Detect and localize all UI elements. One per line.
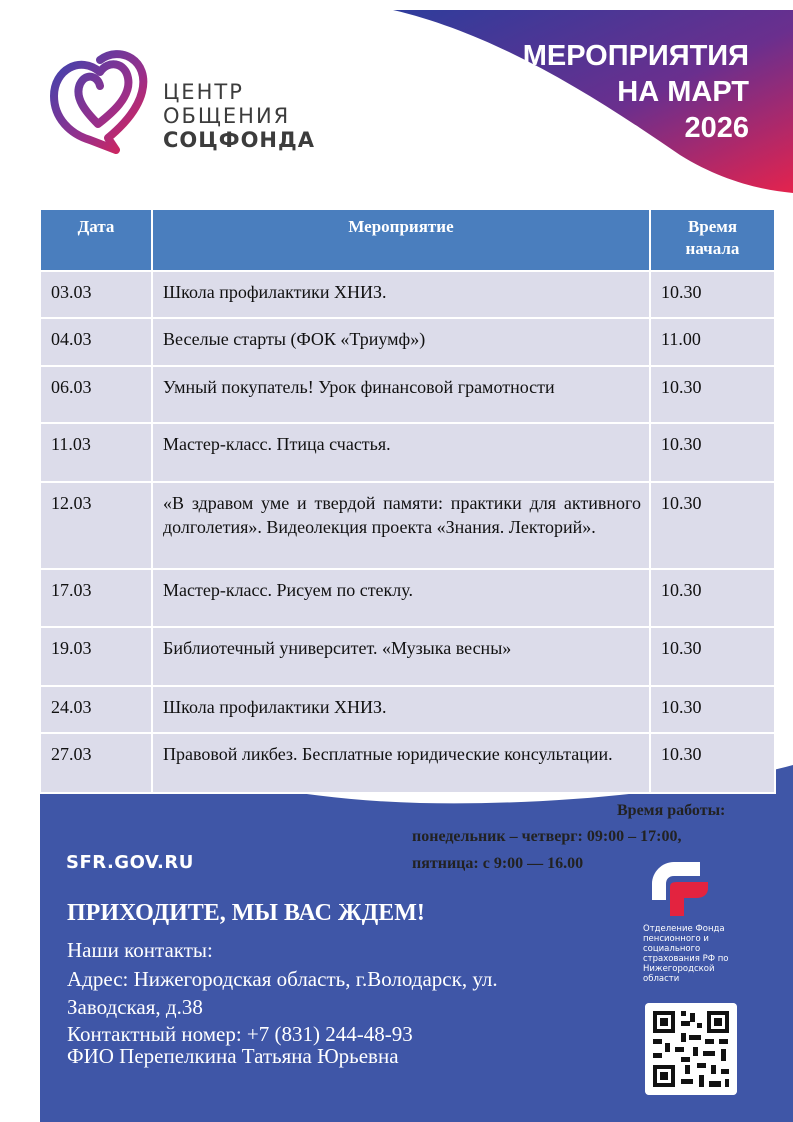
contact-person: ФИО Перепелкина Татьяна Юрьевна bbox=[67, 1044, 399, 1068]
row-time: 10.30 bbox=[650, 686, 775, 733]
row-date: 03.03 bbox=[40, 271, 152, 318]
row-date: 24.03 bbox=[40, 686, 152, 733]
heart-chat-logo-icon bbox=[50, 50, 150, 155]
table-row bbox=[40, 482, 775, 569]
header-time: Время начала bbox=[650, 209, 775, 271]
address-line-1: Адрес: Нижегородская область, г.Володарск, ул. bbox=[67, 967, 498, 991]
row-time: 10.30 bbox=[650, 271, 775, 318]
table-row bbox=[40, 271, 775, 318]
address-line-2: Заводская, д.38 bbox=[67, 995, 203, 1019]
row-event: Умный покупатель! Урок финансовой грамотности bbox=[152, 366, 650, 423]
welcome-heading: ПРИХОДИТЕ, МЫ ВАС ЖДЕМ! bbox=[67, 900, 425, 926]
row-event: Школа профилактики ХНИЗ. bbox=[152, 686, 650, 733]
row-date: 04.03 bbox=[40, 318, 152, 366]
page-title: МЕРОПРИЯТИЯ НА МАРТ 2026 bbox=[522, 40, 749, 144]
row-time: 10.30 bbox=[650, 423, 775, 482]
header-event: Мероприятие bbox=[152, 209, 650, 271]
header-date: Дата bbox=[40, 209, 152, 271]
table-row bbox=[40, 627, 775, 686]
sfr-logo-icon bbox=[644, 854, 714, 920]
schedule-table bbox=[39, 208, 776, 794]
row-date: 06.03 bbox=[40, 366, 152, 423]
row-time: 10.30 bbox=[650, 627, 775, 686]
row-event: Мастер-класс. Рисуем по стеклу. bbox=[152, 569, 650, 627]
hours-friday: пятница: с 9:00 — 16.00 bbox=[412, 855, 584, 872]
qr-code-icon[interactable] bbox=[645, 1003, 737, 1095]
phone-number: Контактный номер: +7 (831) 244-48-93 bbox=[67, 1022, 413, 1046]
website-link[interactable]: SFR.GOV.RU bbox=[66, 852, 194, 873]
table-row bbox=[40, 733, 775, 793]
sfr-caption: Отделение Фонда пенсионного и социального страхования РФ по Нижегородской области bbox=[643, 924, 729, 984]
table-header-row bbox=[40, 209, 775, 271]
row-date: 19.03 bbox=[40, 627, 152, 686]
row-event: Правовой ликбез. Бесплатные юридические консультации. bbox=[152, 733, 650, 793]
table-row bbox=[40, 318, 775, 366]
row-date: 27.03 bbox=[40, 733, 152, 793]
row-event: Библиотечный университет. «Музыка весны» bbox=[152, 627, 650, 686]
hours-title: Время работы: bbox=[617, 802, 726, 819]
row-event: Веселые старты (ФОК «Триумф») bbox=[152, 318, 650, 366]
row-time: 10.30 bbox=[650, 569, 775, 627]
row-time: 10.30 bbox=[650, 733, 775, 793]
logo-text: ЦЕНТР ОБЩЕНИЯ СОЦФОНДА bbox=[163, 80, 315, 152]
row-event: Мастер-класс. Птица счастья. bbox=[152, 423, 650, 482]
table-row bbox=[40, 686, 775, 733]
table-row bbox=[40, 366, 775, 423]
table-row bbox=[40, 569, 775, 627]
contacts-title: Наши контакты: bbox=[67, 938, 213, 962]
row-date: 12.03 bbox=[40, 482, 152, 569]
row-event: «В здравом уме и твердой памяти: практики для активного долголетия». Видеолекция проекта «Знания. Лекторий». bbox=[152, 482, 650, 569]
row-time: 10.30 bbox=[650, 482, 775, 569]
hours-weekdays: понедельник – четверг: 09:00 – 17:00, bbox=[412, 828, 682, 845]
row-date: 17.03 bbox=[40, 569, 152, 627]
table-row bbox=[40, 423, 775, 482]
row-date: 11.03 bbox=[40, 423, 152, 482]
row-event: Школа профилактики ХНИЗ. bbox=[152, 271, 650, 318]
row-time: 11.00 bbox=[650, 318, 775, 366]
row-time: 10.30 bbox=[650, 366, 775, 423]
